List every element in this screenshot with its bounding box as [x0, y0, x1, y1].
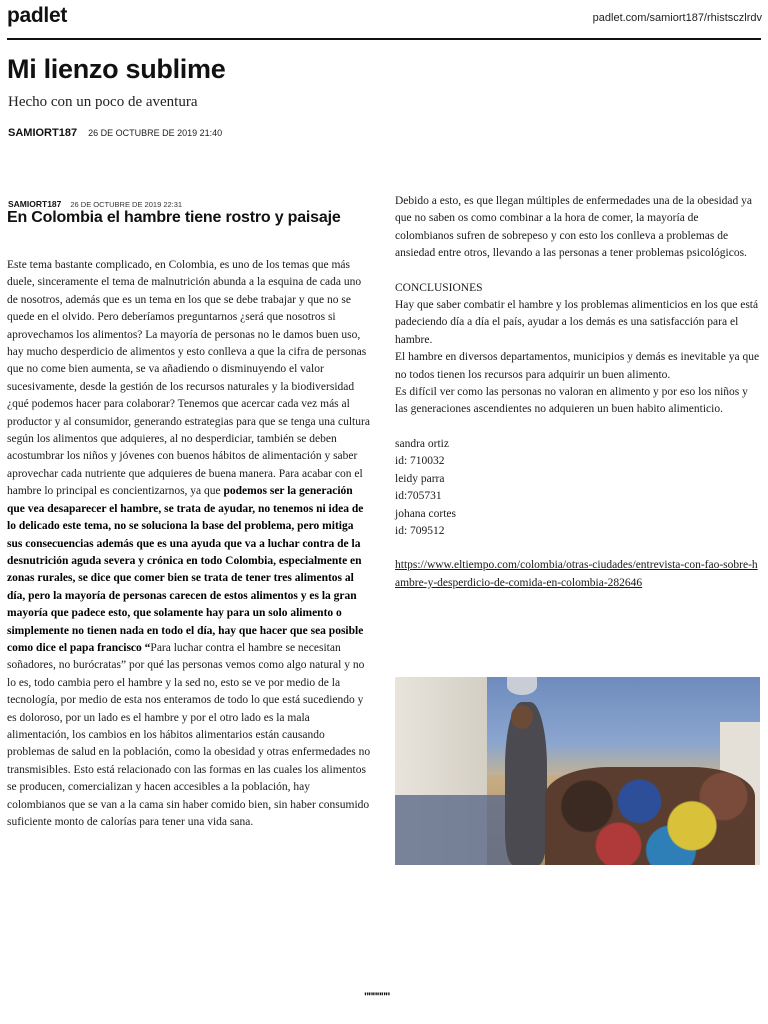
board-subtitle: Hecho con un poco de aventura [8, 94, 198, 110]
author-name: sandra ortiz [395, 437, 449, 450]
header-divider [7, 38, 761, 40]
page-url: padlet.com/samiort187/rhistsczlrdv [592, 12, 762, 24]
post-title: En Colombia el hambre tiene rostro y paisaje [7, 209, 341, 226]
conclusion-item: El hambre en diversos departamentos, municipios y demás es inevitable ya que no todos tienen los recursos para adquirir un buen alimento. [395, 351, 760, 381]
board-date: 26 DE OCTUBRE DE 2019 21:40 [88, 128, 223, 138]
photo-tarp [395, 795, 515, 865]
post-body-bold: podemos ser la generación que vea desaparecer el hambre, se trata de ayudar, no tenemos ni idea de lo delicado este tema, no se soluciona la base del problema, pero mitiga sus consecuencias además que es una ayuda que va a luchar contra de la desnutrición aguda severa y crónica en todo Colombia, especialmente en zonas rurales, se dice que comer bien se trata de tener tres alimentos al día, pero la mayoría de personas carecen de estos alimentos y es la gran mayoría que padece esto, que solamente hay para un solo alimento o simplemente no tienen nada en todo el día, hay que hacer que sea posible como dice el papa francisco “ [7, 485, 364, 654]
post-body-left [7, 257, 371, 831]
author-id: id:705731 [395, 490, 442, 503]
author-name: leidy parra [395, 472, 445, 485]
conclusion-item: Hay que saber combatir el hambre y los problemas alimenticios en los que está padeciendo día a día el país, ayudar a los demás es una satisfacción para el hambre. [395, 299, 759, 346]
board-author[interactable]: SAMIORT187 [8, 127, 78, 139]
author-name: johana cortes [395, 507, 456, 520]
source-link[interactable]: https://www.eltiempo.com/colombia/otras-ciudades/entrevista-con-fao-sobre-hambre-y-desperdicio-de-comida-en-colombia-282646 [395, 559, 758, 589]
conclusions-heading: CONCLUSIONES [395, 281, 483, 294]
top-bar [0, 0, 768, 40]
post-body-intro: Este tema bastante complicado, en Colombia, es uno de los temas que más duele, sinceramente el tema de malnutrición abunda a la esquina de cada uno de nosotros, además que es un tema en los que se debe trabajar y que no se quede en el olvido. Pero deberíamos preguntarnos ¿será que nosotros si aprovechamos los alimentos? La mayoría de personas no le damos buen uso, hay mucho desperdicio de alimentos y esto conlleva a que la cifra de personas que no come bien aumenta, se va añadiendo o disminuyendo el valor sucesivamente, desde la gestión de los recursos naturales y la biodiversidad ¿qué podemos hacer para colaborar? Tenemos que acercar cada vez más al productor y al consumidor, generando estrategias para que se tenga una cultura según los alimentos que adquieres, al no desperdiciar, también se deben acostumbrar los niños y jóvenes con buenos hábitos de alimentación y saber aprovechar cada nutriente que adquieres de buena manera. Para acabar con el hambre lo principal es concientizarnos, ya que [7, 259, 370, 498]
board-meta [8, 123, 222, 141]
post-date: 26 DE OCTUBRE DE 2019 22:31 [70, 200, 183, 209]
photo-crowd [545, 767, 755, 865]
author-id: id: 710032 [395, 455, 445, 468]
conclusion-item: Es difícil ver como las personas no valoran en alimento y por eso los niños y las generaciones ascendientes no adquieren un buen habito alimenticio. [395, 386, 748, 416]
footer-mark: """""" [364, 991, 390, 1003]
photo-person-head [511, 705, 533, 729]
post-body-rest: Para luchar contra el hambre se necesitan soñadores, no burócratas” por qué las personas vemos como algo natural y no lo es, todo cambia pero el hambre y la sed no, esto se ve por medio de la tecnología, por medio de esta nos enteramos de todo lo que está sucediendo y es doloroso, por un lado es el hambre y por el otro lado es la mala alimentación, los cambios en los hábitos alimentarios están causando problemas de salud en la población, como la obesidad y otras enfermedades no transmisibles. Esto está relacionado con las formas en las cuales los alimentos se producen, comercializan y hacen accesibles a la población, hay colombianos que se van a la cama sin haber comido bien, sin haber consumido suficiente monto de calorías para tener una vida sana. [7, 641, 371, 828]
post-body-right [395, 193, 760, 592]
padlet-logo[interactable]: padlet [7, 4, 68, 27]
photo-bowl [507, 677, 537, 695]
board-title: Mi lienzo sublime [7, 54, 226, 84]
post-photo [395, 677, 760, 865]
post-paragraph: Debido a esto, es que llegan múltiples de enfermedades una de la obesidad ya que no saben os como combinar a la hora de comer, la mayoría de colombianos sufren de sobrepeso y con esto los conlleva a problemas de ansiedad entre otros, llevando a las personas a tener problemas psicológicos. [395, 195, 753, 260]
post-author[interactable]: SAMIORT187 [8, 199, 62, 209]
author-id: id: 709512 [395, 524, 445, 537]
